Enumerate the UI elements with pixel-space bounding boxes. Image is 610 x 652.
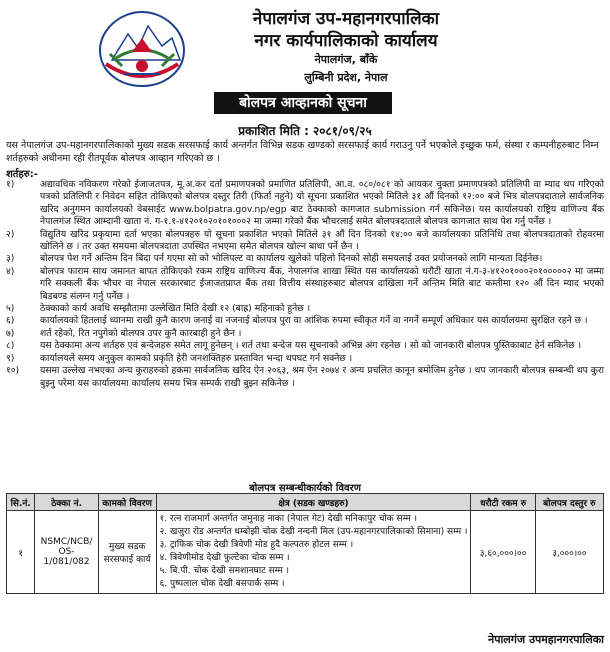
condition-item: [6, 229, 604, 254]
condition-text: यसमा उल्लेख नभएका अन्य कुराहरुको हकमा सार्वजनिक खरिद ऐन २०६३, श्रम ऐन २०७४ र अन्य प्रचलित कानून बमोजिम हुनेछ । थप जानकारी बोलपत्र सम्बन्धी थप कुरा बुझ्नु परेमा यस कार्यालयमा कार्यालय समय भित्र सम्पर्क राखी बुझ्न सकिनेछ ।: [40, 365, 604, 389]
office-subtitle: नगर कार्यपालिकाको कार्यालय: [254, 31, 438, 51]
column-header: ठेक्का नं.: [35, 494, 98, 511]
condition-number: २): [6, 228, 15, 240]
condition-number: ७): [6, 327, 15, 339]
condition-item: [6, 303, 604, 315]
table-header-row: [7, 494, 604, 511]
road-segment: ३. ट्राफिक चोक देखी त्रिवेणी मोड हुदै कल्पतरु होटल सम्म ।: [159, 540, 354, 550]
condition-number: ५): [6, 303, 15, 315]
table-row: [7, 511, 604, 594]
condition-text: अद्यावधिक नविकरण गरेको ईजाजतपत्र, मू.अ.कर दर्ता प्रमाणपत्रको प्रमाणित प्रतिलिपी, आ.व. ०८०/०८१ को आयकर चुक्ता प्रमाणपत्रको प्रतिलिपी वा म्याद थप गरिएको पत्रको प्रतिलिपी र निवेदन सहित तोकिएको बोलपत्र दस्तुर तिरी (फिर्ता नहुने) यो सूचना प्रकाशित भएको मितिले ३१ औं दिनको १२:०० बजे भित्र बोलपत्रदाताले सार्वजनिक खरिद अनुगमन कार्यालयको वेबसाईट www.bolpatra.gov.np/egp बाट ठेक्काको कागजात submission गर्न सकिनेछ। यस कार्यालयको राष्ट्रिय वाणिज्य बैंक नेपालगंज स्थित आम्दानी खाता नं. ग-१.१-४१२०१०२०१०१०००२ मा जम्मा गरेको बैंक भौचरलाई समेत बोलपत्रदाताले बोलपत्र कागजात साथ पेश गर्नु पर्नेछ ।: [40, 179, 604, 228]
road-segment: ६. पुष्पलाल चोक देखी बसपार्क सम्म ।: [159, 579, 285, 589]
conditions-list: [6, 179, 604, 390]
column-header: कामको विवरण: [98, 494, 156, 511]
work-description-cell: मुख्य सडक सरसफाई कार्य: [98, 511, 156, 594]
road-segment: १. रत्न राजमार्ग अन्तर्गत जमुनाह नाका (नेपाल गेट) देखी मनिकापुर चोक सम्म ।: [159, 514, 417, 524]
condition-item: [6, 253, 604, 265]
condition-item: [6, 266, 604, 303]
condition-item: [6, 340, 604, 352]
column-header: सि.नं.: [7, 494, 35, 511]
condition-number: ६): [6, 315, 15, 327]
condition-item: [6, 365, 604, 390]
municipality-emblem-icon: [92, 8, 192, 90]
condition-text: कार्यालयले समय अनुकुल कामको प्रकृति हेरी जनशक्तिहरु प्रस्तावित भन्दा थपघट गर्न सक्नेछ ।: [40, 352, 353, 364]
serial-number-cell: १: [7, 511, 35, 594]
condition-number: ३): [6, 253, 15, 265]
column-header: बोलपत्र दस्तुर रु: [535, 494, 603, 511]
condition-number: ४): [6, 265, 15, 277]
contract-number-cell: NSMC/NCB/ OS-1/081/082: [35, 511, 98, 594]
condition-number: ९): [6, 352, 15, 364]
column-header: धरौटी रकम रु: [471, 494, 535, 511]
condition-item: [6, 328, 604, 340]
road-segments-cell: [156, 511, 471, 594]
condition-number: १०): [6, 365, 20, 377]
condition-number: ८): [6, 340, 15, 352]
condition-text: शर्त रहेको, रित नपुगेको बोलपत्र उपर कुनै कारबाही हुने छैन ।: [40, 327, 242, 339]
column-header: क्षेत्र (सडक खण्डहरु): [156, 494, 471, 511]
intro-paragraph: यस नेपालगंज उप-महानगरपालिकाको मुख्य सडक सरसफाई कार्य अन्तर्गत विभिन्न सडक खण्डको सरसफाई कार्य गराउनु पर्ने भएकोले इच्छुक फर्म, संस्था र कम्पनीहरुबाट निम्न शर्तहरुको अधीनमा रही रीतपूर्वक बोलपत्र आव्हान गरिएको छ ।: [6, 140, 599, 164]
published-date: प्रकाशित मिति : २०८१/०९/२५: [238, 124, 372, 138]
condition-text: विद्युतिय खरिद प्रकृयामा दर्ता भएका बोलपत्रहरु यो सूचना प्रकाशित भएको मितिले ३१ औं दिन दिनको १४:०० बजे कार्यालयका प्रतिनिधि तथा बोलपत्रदाताको रोहवरमा खोलिने छ । तर उक्त समयमा बोलपत्रदाता उपस्थित नभएमा समेत बोलपत्र खोल्न बाधा पर्ने छैन ।: [40, 228, 604, 253]
condition-number: १): [6, 179, 15, 190]
footer-signature: नेपालगंज उपमहानगरपालिका: [488, 633, 604, 646]
office-name: नेपालगंज उप-महानगरपालिका: [252, 9, 440, 29]
condition-item: [6, 353, 604, 365]
road-segment: ४. त्रिवेणीमोड देखी फुल्टेका चोक सम्म ।: [159, 553, 290, 563]
condition-item: [6, 315, 604, 327]
tender-fee-cell: ३,०००।००: [535, 511, 603, 594]
condition-item: [6, 179, 604, 229]
condition-text: बोलपत्र पेश गर्ने अन्तिम दिन बिदा पर्न गएमा सो को भोलिपल्ट वा कार्यालय खुलेको पहिलो दिनको सोही समयलाई उक्त प्रयोजनको लागि मान्यता दिईनेछ।: [40, 253, 543, 265]
road-segment: २. खजुरा रोड अन्तर्गत धम्बोझी चोक देखी नन्दनी मिल (उप-महानगरपालिकाको सिमाना) सम्म ।: [159, 527, 468, 537]
deposit-amount-cell: ३,६०,०००।००: [471, 511, 535, 594]
office-location: नेपालगंज, बाँके: [314, 53, 378, 66]
office-province: लुम्बिनी प्रदेश, नेपाल: [304, 71, 388, 84]
condition-text: कार्यालयको हितलाई ध्यानमा राखी कुनै कारण जनाई वा नजनाई बोलपत्र पुरा वा आंशिक रुपमा स्वीकृत गर्ने वा नगर्ने सम्पूर्ण अधिकार यस कार्यालयमा सुरक्षित रहने छ ।: [40, 315, 588, 327]
notice-title: बोलपत्र आव्हानको सूचना: [214, 92, 392, 114]
condition-text: ठेक्काको कार्य अवधि सम्झौतामा उल्लेखित मिति देखी १२ (बाह्र) महिनाको हुनेछ ।: [40, 303, 311, 315]
conditions-heading: शर्तहरु:-: [6, 169, 38, 180]
road-segment: ५. बि.पी. चोक देखी समशानघाट सम्म ।: [159, 566, 290, 576]
tender-details-table: [6, 493, 604, 594]
condition-text: यस ठेक्कामा अन्य शर्तहरु एवं बन्देजहरु समेत लागू हुनेछन् । शर्त तथा बन्देज यस सूचनाको अभिन्न अंग रहनेछ । सो को जानकारी बोलपत्र पुस्तिकाबाट हेर्न सकिनेछ ।: [40, 340, 582, 352]
table-title: बोलपत्र सम्बन्धीकार्यको विवरण: [249, 483, 361, 494]
condition-text: बोलपत्र फाराम साथ जमानत बापत तोकिएको रकम राष्ट्रिय वाणिज्य बैंक, नेपालगंज शाखा स्थित यस कार्यालयको धरौटी खाता नं.ग-३-४१२०१०००२०१०००००२ मा जम्मा गरि सक्कली बैंक भौचर वा नेपाल सरकारबाट ईजाजतप्राप्त बैंक तथा वित्तीय संस्थाहरुबाट बोलपत्र दाखिला गर्ने अन्तिम मिति बाट कम्तीमा १२० औं दिन म्याद भएको बिडबण्ड संलग्न गर्नु पर्नेछ ।: [40, 265, 604, 302]
